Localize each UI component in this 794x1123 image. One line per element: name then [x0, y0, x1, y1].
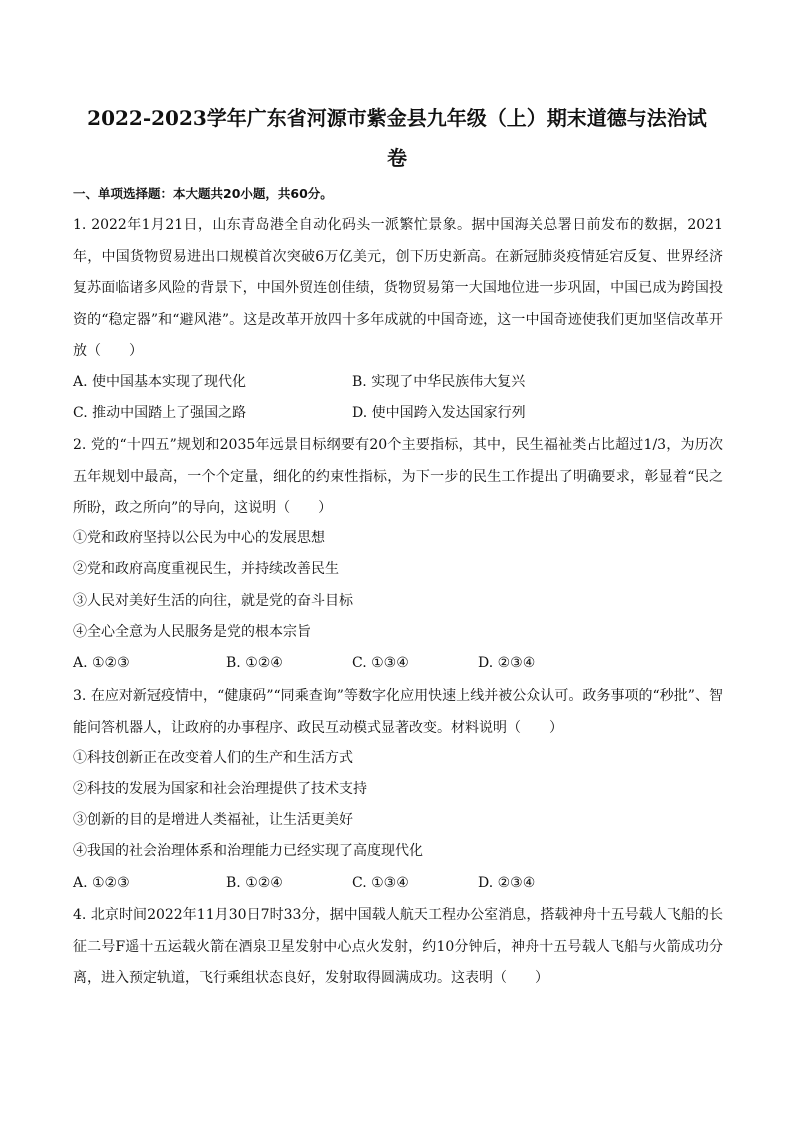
question-4-stem: 4. 北京时间2022年11月30日7时33分，据中国载人航天工程办公室消息，搭载神舟十五号载人飞船的长征二号F遥十五运载火箭在酒泉卫星发射中心点火发射，约10分钟后，神舟十五号载人飞船与火箭成功分离，进入预定轨道，飞行乘组状态良好，发射取得圆满成功。这表明（ ） — [73, 907, 723, 986]
question-3-option-d: D. ②③④ — [478, 875, 536, 891]
question-3-stem: 3. 在应对新冠疫情中，“健康码”“同乘查询”等数字化应用快速上线并被公众认可。政务事项的“秒批”、智能问答机器人，让政府的办事程序、政民互动模式显著改变。材料说明（ ） — [73, 688, 723, 736]
question-2-statement-2: ②党和政府高度重视民生，并持续改善民生 — [73, 561, 339, 577]
question-2-option-c: C. ①③④ — [352, 655, 409, 671]
question-1-option-d: D. 使中国跨入发达国家行列 — [352, 405, 526, 421]
exam-title-line-1: 2022-2023学年广东省河源市紫金县九年级（上）期末道德与法治试 — [87, 106, 707, 130]
section-heading: 一、单项选择题：本大题共20小题，共60分。 — [73, 186, 333, 201]
question-2-stem: 2. 党的“十四五”规划和2035年远景目标纲要有20个主要指标，其中，民生福祉类占比超过1/3，为历次五年规划中最高，一个个定量，细化的约束性指标，为下一步的民生工作提出了明确要求，彰显着“民之所盼，政之所向”的导向，这说明（ ） — [73, 437, 723, 516]
question-3-option-a: A. ①②③ — [73, 875, 130, 891]
question-3-statement-1: ①科技创新正在改变着人们的生产和生活方式 — [73, 750, 353, 766]
question-3-statement-3: ③创新的目的是增进人类福祉，让生活更美好 — [73, 812, 353, 828]
question-2-option-b: B. ①②④ — [226, 655, 283, 671]
question-1-option-a: A. 使中国基本实现了现代化 — [73, 374, 247, 390]
question-3-statement-2: ②科技的发展为国家和社会治理提供了技术支持 — [73, 781, 367, 797]
question-2-statement-1: ①党和政府坚持以公民为中心的发展思想 — [73, 530, 325, 546]
question-2-option-d: D. ②③④ — [478, 655, 536, 671]
question-1-option-b: B. 实现了中华民族伟大复兴 — [352, 374, 526, 390]
question-3-statement-4: ④我国的社会治理体系和治理能力已经实现了高度现代化 — [73, 843, 423, 859]
question-1-stem: 1. 2022年1月21日，山东青岛港全自动化码头一派繁忙景象。据中国海关总署日前发布的数据，2021年，中国货物贸易进出口规模首次突破6万亿美元，创下历史新高。在新冠肺炎疫情延宕反复、世界经济复苏面临诸多风险的背景下，中国外贸连创佳绩，货物贸易第一大国地位进一步巩固，中国已成为跨国投资的“稳定器”和“避风港”。这是改革开放四十多年成就的中国奇迹，这一中国奇迹使我们更加坚信改革开放（ ） — [73, 217, 723, 359]
question-3-option-c: C. ①③④ — [352, 875, 409, 891]
exam-title-line-2: 卷 — [387, 146, 407, 170]
question-1-option-c: C. 推动中国踏上了强国之路 — [73, 405, 247, 421]
question-3-option-b: B. ①②④ — [226, 875, 283, 891]
question-2-statement-3: ③人民对美好生活的向往，就是党的奋斗目标 — [73, 593, 353, 609]
question-2-option-a: A. ①②③ — [73, 655, 130, 671]
question-2-statement-4: ④全心全意为人民服务是党的根本宗旨 — [73, 624, 311, 640]
